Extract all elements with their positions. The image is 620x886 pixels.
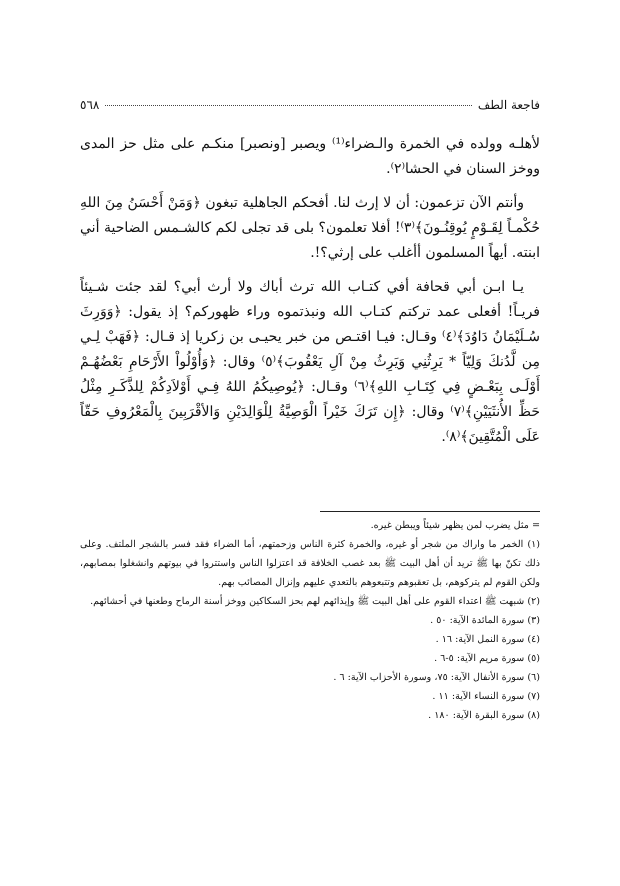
main-text bbox=[80, 132, 540, 459]
page-header bbox=[80, 98, 540, 112]
paragraph: لأهلـه وولده في الخمرة والـضراء⁽¹⁾ ويصبر [ونصبر] منكـم على مثل حز المدى ووخز السنان في الحشا⁽٢⁾. bbox=[80, 136, 540, 177]
footnote-item: (٢) شبهت ﷺ اعتداء القوم على أهل البيت ﷺ وإيذائهم لهم بحز السكاكين ووخز أسنة الرماح وطعنها في أحشائهم. bbox=[90, 596, 540, 607]
footnote-item: (٥) سورة مريم الآية: ٥-٦ . bbox=[434, 653, 540, 664]
footnote-item: = مثل يضرب لمن يظهر شيئاً ويبطن غيره. bbox=[370, 520, 540, 531]
footnote-item: (٨) سورة البقرة الآية: ١٨٠ . bbox=[428, 710, 540, 721]
page-number: ٥٦٨ bbox=[80, 98, 100, 112]
footnote-item: (٤) سورة النمل الآية: ١٦ . bbox=[435, 634, 540, 645]
footnote-item: (٦) سورة الأنفال الآية: ٧٥، وسورة الأحزاب الآية: ٦ . bbox=[333, 672, 540, 683]
paragraph: وأنتم الآن تزعمون: أن لا إرث لنا. أفحكم الجاهلية تبغون ﴿وَمَنْ أَحْسَنُ مِنَ اللهِ حُكْمـاً لِقَـوْمٍ يُوقِنُـونَ﴾⁽٣⁾! أفلا تعلمون؟ بلى قد تجلى لكم كالشـمس الضاحية أني ابنته. أيهاً المسلمون أأغلب على إرثي؟!. bbox=[80, 195, 540, 261]
footnote-item: (٣) سورة المائدة الآية: ٥٠ . bbox=[430, 615, 540, 626]
section-title: فاجعة الطف bbox=[477, 98, 540, 112]
footnote-divider bbox=[320, 511, 540, 512]
paragraph: يـا ابـن أبي قحافة أفي كتـاب الله ترث أباك ولا أرث أبي؟ لقد جئت شـيئاً فريـاً! أفعلى عمد تركتم كتـاب الله ونبذتموه وراء ظهوركم؟ إذ يقول: ﴿وَوَرِثَ سُـلَيْمَانُ دَاوُدَ﴾⁽٤⁾ وقـال: فيـا اقتـص من خبر يحيـى بن زكريا إذ قـال: ﴿فَهَبْ لِـي مِن لَّدُنكَ وَلِيّاً * يَرِثُنِي وَيَرِثُ مِنْ آلِ يَعْقُوبَ﴾⁽٥⁾ وقال: ﴿وَأُوْلُواْ الأَرْحَامِ بَعْضُهُـمْ أَوْلَـى بِبَعْـضٍ فِي كِتَـابِ اللهِ﴾⁽٦⁾ وقـال: ﴿يُوصِيكُمُ اللهُ فِـي أَوْلاَدِكُمْ لِلذَّكَـرِ مِثْلُ حَظِّ الأُنثَيَيْنِ﴾⁽٧⁾ وقال: ﴿إِن تَرَكَ خَيْراً الْوَصِيَّةُ لِلْوَالِدَيْنِ وَالأقْرَبِينَ بِالْمَعْرُوفِ حَقّاً عَلَى الْمُتَّقِينَ﴾⁽٨⁾. bbox=[80, 279, 540, 445]
footnote-item: (٧) سورة النساء الآية: ١١ . bbox=[432, 691, 540, 702]
header-dot-leader bbox=[105, 105, 472, 106]
footnote-item: (١) الخمر ما واراك من شجر أو غيره، والخمرة كثرة الناس وزحمتهم، أما الضراء فقد فسر بالشجر الملتف. وعلى ذلك تكنّ بها ﷺ تريد أن أهل البيت ﷺ بعد غصب الخلافة قد اعتزلوا الناس واستتروا في بيوتهم وانشغلوا بمصابهم، ولكن القوم لم يتركوهم، بل تعقبوهم وتتبعوهم بالتعدي عليهم وإنزال المصائب بهم. bbox=[80, 539, 540, 588]
footnotes bbox=[80, 516, 540, 725]
